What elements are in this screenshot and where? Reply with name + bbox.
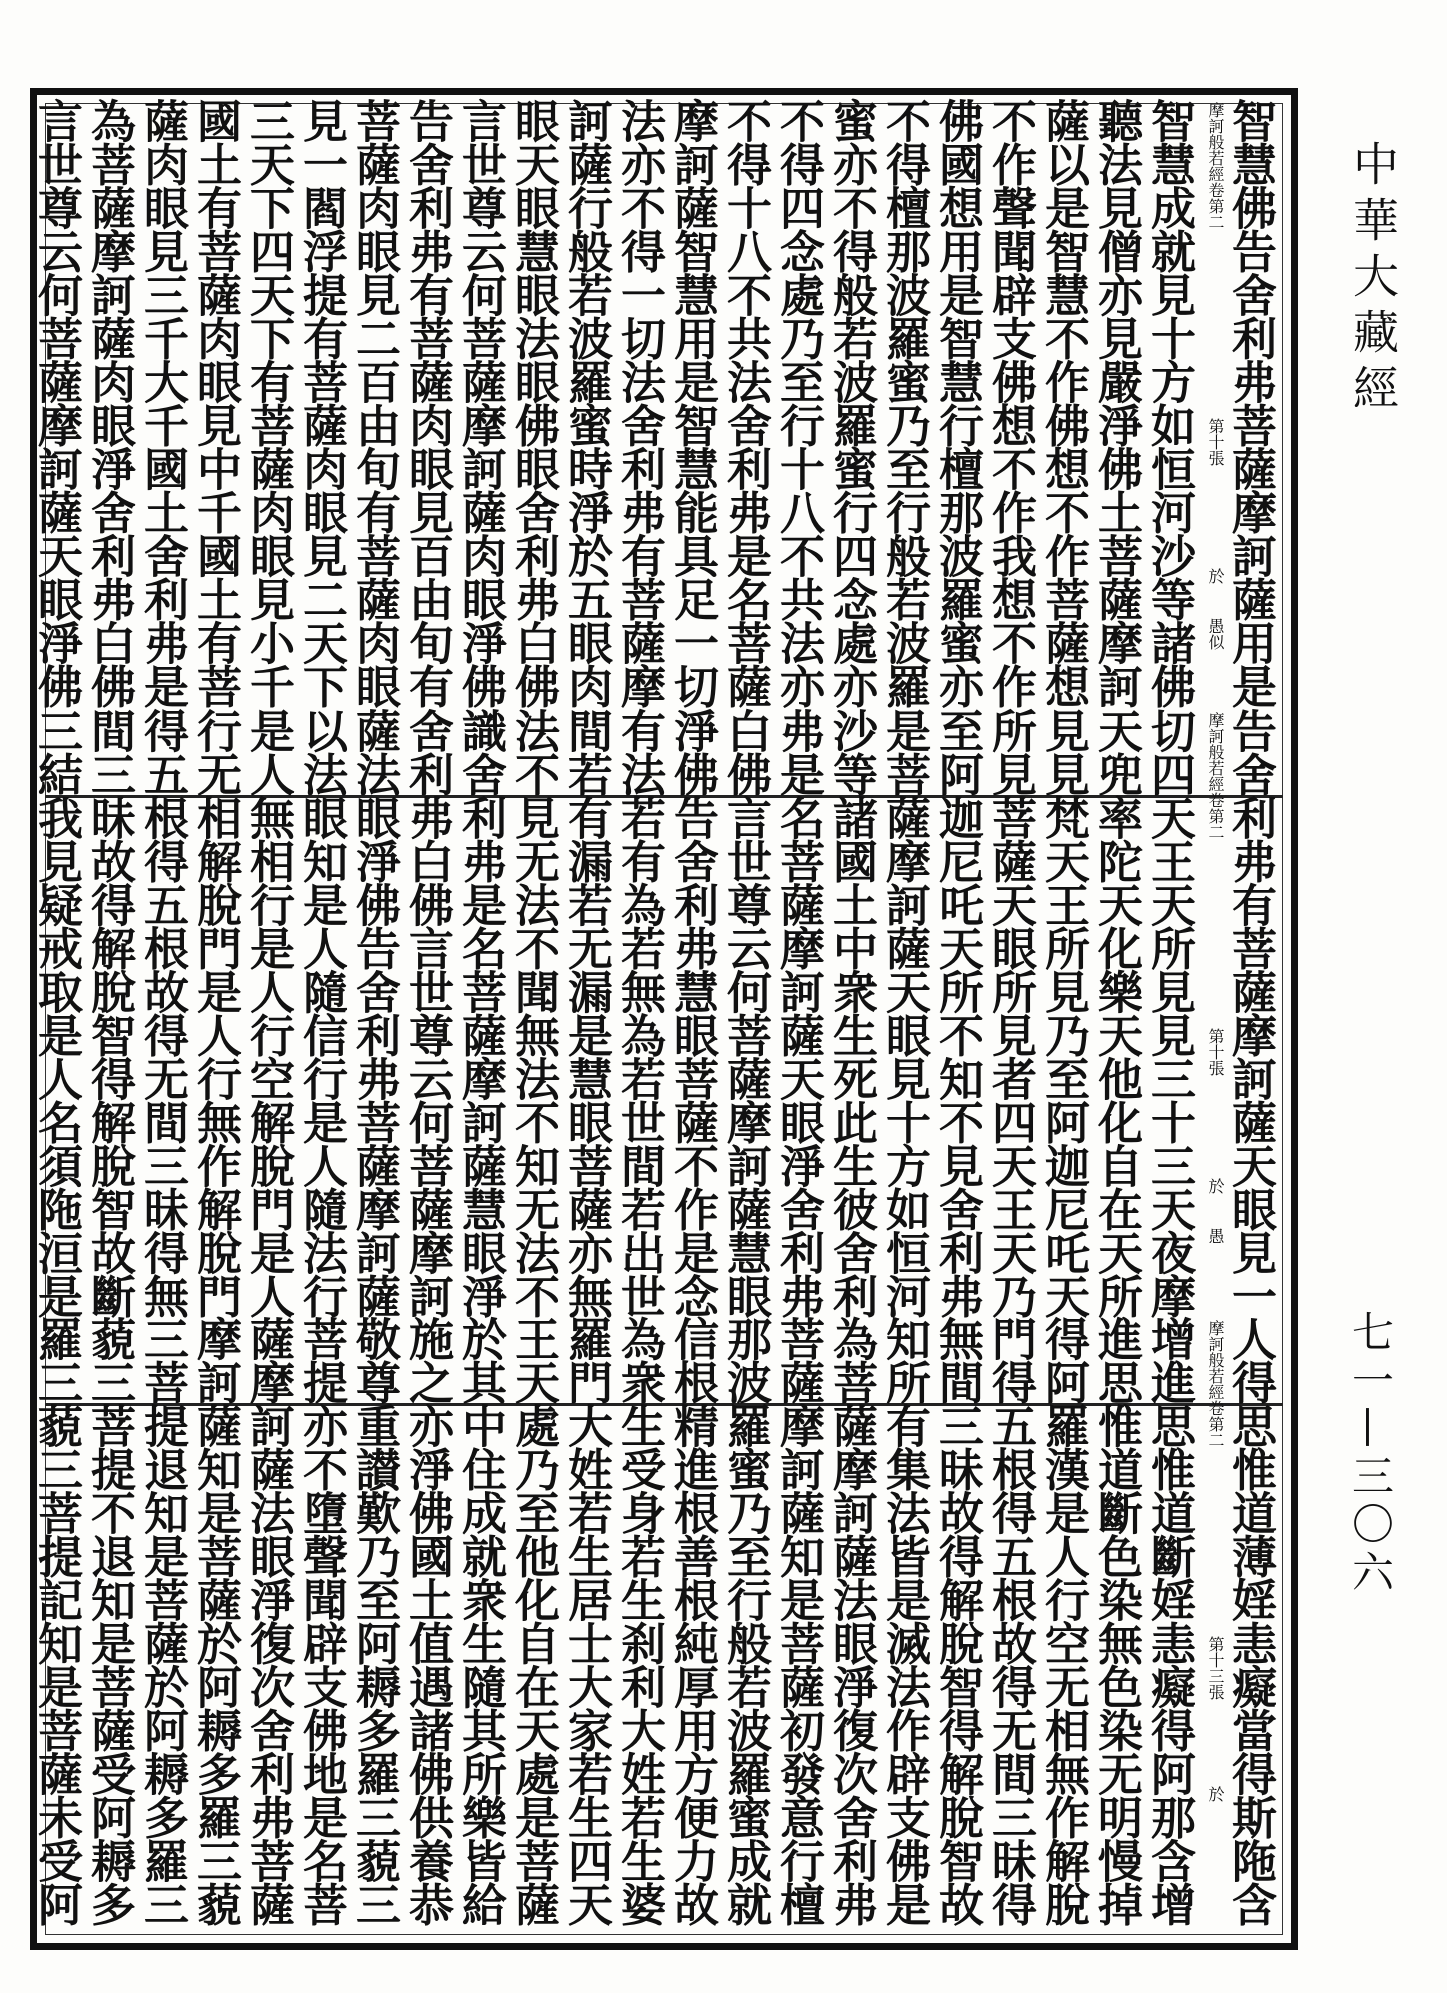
text-column: 聽法見僧亦見嚴淨佛土菩薩摩訶	[1090, 98, 1143, 707]
text-column: 不得四念處乃至行十八不共法亦	[772, 98, 825, 707]
text-column: 為菩薩摩訶薩法眼淨復次舍利弗	[825, 1316, 878, 1925]
text-column: 佛國想用是智慧行檀那波羅蜜亦	[931, 98, 984, 707]
text-column: 白佛言世尊云何菩薩摩訶薩慧眼	[719, 708, 772, 1317]
text-column: 智慧成就見十方如恒河沙等諸佛	[1143, 98, 1196, 707]
text-column: 薩以是智慧不作佛想不作菩薩想	[1037, 98, 1090, 707]
leaf-number: 第十張	[1206, 418, 1225, 466]
text-column: 於其中住成就衆生隨其所樂皆給	[454, 1316, 507, 1925]
text-column: 間三昧故得解脫智得解脫智故斷	[83, 708, 136, 1317]
collation-note: 愚	[1206, 1228, 1225, 1244]
text-column: 有法若有為若無為若世間若出世	[613, 708, 666, 1317]
text-column: 三結我見疑戒取是人名須陁洹是	[30, 708, 83, 1317]
text-column: 弗是名菩薩摩訶薩天眼淨舍利弗	[772, 708, 825, 1317]
text-column: 王天處乃至他化自在天處是菩薩	[507, 1316, 560, 1925]
text-column: 薩肉眼見三千大千國土舍利弗是	[136, 98, 189, 707]
text-column: 羅三藐三菩提記知是菩薩未受阿	[30, 1316, 83, 1925]
text-column: 國土有菩薩肉眼見中千國土有菩	[189, 98, 242, 707]
text-column: 間若有漏若无漏是慧眼菩薩亦無	[560, 708, 613, 1317]
text-column: 是人無相行是人行空解脫門是人	[242, 708, 295, 1317]
text-column: 行无相解脫門是人行無作解脫門	[189, 708, 242, 1317]
text-column: 蜜亦不得般若波羅蜜行四念處亦	[825, 98, 878, 707]
section-header	[1197, 1316, 1229, 1942]
text-column: 沙等諸國土中衆生死此生彼舍利	[825, 708, 878, 1317]
text-column: 羅門大姓若生居士大家若生四天	[560, 1316, 613, 1925]
text-column: 菩提亦不墮聲聞辟支佛地是名菩	[295, 1316, 348, 1925]
text-column: 不得十八不共法舍利弗是名菩薩	[719, 98, 772, 707]
sutra-title: 摩訶般若經卷第二	[1206, 712, 1225, 840]
text-column: 得阿羅漢是人行空无相無作解脫	[1037, 1316, 1090, 1925]
text-column: 三天下四天下有菩薩肉眼見小千	[242, 98, 295, 707]
text-column: 以法眼知是人隨信行是人隨法行	[295, 708, 348, 1317]
text-column: 菩薩肉眼見二百由旬有菩薩肉眼	[348, 98, 401, 707]
text-column: 薩摩訶薩法眼淨復次舍利弗菩薩	[242, 1316, 295, 1925]
sutra-title: 摩訶般若經卷第二	[1206, 102, 1225, 230]
text-column: 知所有集法皆是滅法作辟支佛是	[878, 1316, 931, 1925]
text-column: 切四天王天所見見三十三天夜摩	[1143, 708, 1196, 1317]
text-column: 為菩薩摩訶薩肉眼淨舍利弗白佛	[83, 98, 136, 707]
text-column: 得五根得五根故得无間三昧得無	[136, 708, 189, 1317]
text-column: 天兜率陀天化樂天他化自在天所	[1090, 708, 1143, 1317]
text-column: 見見梵天王所見乃至阿迦尼吒天	[1037, 708, 1090, 1317]
text-column: 藐三菩提不退知是菩薩受阿耨多	[83, 1316, 136, 1925]
text-column: 進思惟道斷色染無色染无明慢掉	[1090, 1316, 1143, 1925]
text-column: 所見菩薩天眼所見者四天王天乃	[984, 708, 1037, 1317]
sutra-title: 摩訶般若經卷第二	[1206, 1320, 1225, 1448]
text-column: 敬尊重讃歎乃至阿耨多羅三藐三	[348, 1316, 401, 1925]
text-column: 為衆生受身若生刹利大姓若生婆	[613, 1316, 666, 1925]
text-column: 不得檀那波羅蜜乃至行般若波羅	[878, 98, 931, 707]
text-column: 那波羅蜜乃至行般若波羅蜜成就	[719, 1316, 772, 1925]
text-column: 眼天眼慧眼法眼佛眼舍利弗白佛	[507, 98, 560, 707]
text-section-3	[30, 1316, 1277, 1942]
text-column: 告舍利弗有菩薩摩訶薩天眼見一	[1224, 708, 1277, 1317]
text-column: 不作聲聞辟支佛想不作我想不作	[984, 98, 1037, 707]
leaf-number: 第十三張	[1206, 1636, 1225, 1700]
text-column: 薩法眼淨佛告舍利弗菩薩摩訶薩	[348, 708, 401, 1317]
text-column: 人得思惟道薄婬恚癡當得斯陁含	[1224, 1316, 1277, 1925]
text-column: 舍利弗白佛言世尊云何菩薩摩訶	[401, 708, 454, 1317]
text-column: 信根精進根善根純厚用方便力故	[666, 1316, 719, 1925]
section-header	[1197, 708, 1229, 1304]
text-column: 增進思惟道斷婬恚癡得阿那含增	[1143, 1316, 1196, 1925]
text-column: 見一閻浮提有菩薩肉眼見二天下	[295, 98, 348, 707]
text-column: 言世尊云何菩薩摩訶薩肉眼淨佛	[454, 98, 507, 707]
text-column: 菩薩摩訶薩知是菩薩初發意行檀	[772, 1316, 825, 1925]
text-column: 淨佛告舍利弗慧眼菩薩不作是念	[666, 708, 719, 1317]
text-column: 訶薩行般若波羅蜜時淨於五眼肉	[560, 98, 613, 707]
leaf-number: 第十張	[1206, 1028, 1225, 1076]
text-column: 摩訶薩智慧用是智慧能具足一切	[666, 98, 719, 707]
text-column: 識舍利弗是名菩薩摩訶薩慧眼淨	[454, 708, 507, 1317]
page-number: 七一—三〇六	[1346, 1310, 1395, 1598]
text-column: 告舍利弗有菩薩肉眼見百由旬有	[401, 98, 454, 707]
text-column: 門得五根得五根故得无間三昧得	[984, 1316, 1037, 1925]
text-column: 言世尊云何菩薩摩訶薩天眼淨佛	[30, 98, 83, 707]
collation-mark: 於	[1206, 1786, 1225, 1802]
text-section-2	[30, 708, 1277, 1317]
text-column: 無間三昧故得解脫智得解脫智故	[931, 1316, 984, 1925]
section-header	[1197, 98, 1229, 694]
text-column: 法亦不得一切法舍利弗有菩薩摩	[613, 98, 666, 707]
text-column: 是菩薩摩訶薩天眼見十方如恒河	[878, 708, 931, 1317]
text-column: 法不見无法不聞無法不知无法不	[507, 708, 560, 1317]
text-column: 至阿迦尼吒天所不知不見舍利弗	[931, 708, 984, 1317]
collation-mark: 於	[1206, 1178, 1225, 1194]
text-column: 智慧佛告舍利弗菩薩摩訶薩用是	[1224, 98, 1277, 707]
collection-title: 中華大藏經	[1346, 140, 1400, 420]
collation-note: 愚似	[1206, 618, 1225, 650]
text-column: 摩訶薩知是菩薩於阿耨多羅三藐	[189, 1316, 242, 1925]
text-column: 施之亦淨佛國土值遇諸佛供養恭	[401, 1316, 454, 1925]
text-column: 三菩提退知是菩薩於阿耨多羅三	[136, 1316, 189, 1925]
text-section-1	[30, 98, 1277, 707]
collation-mark: 於	[1206, 568, 1225, 584]
